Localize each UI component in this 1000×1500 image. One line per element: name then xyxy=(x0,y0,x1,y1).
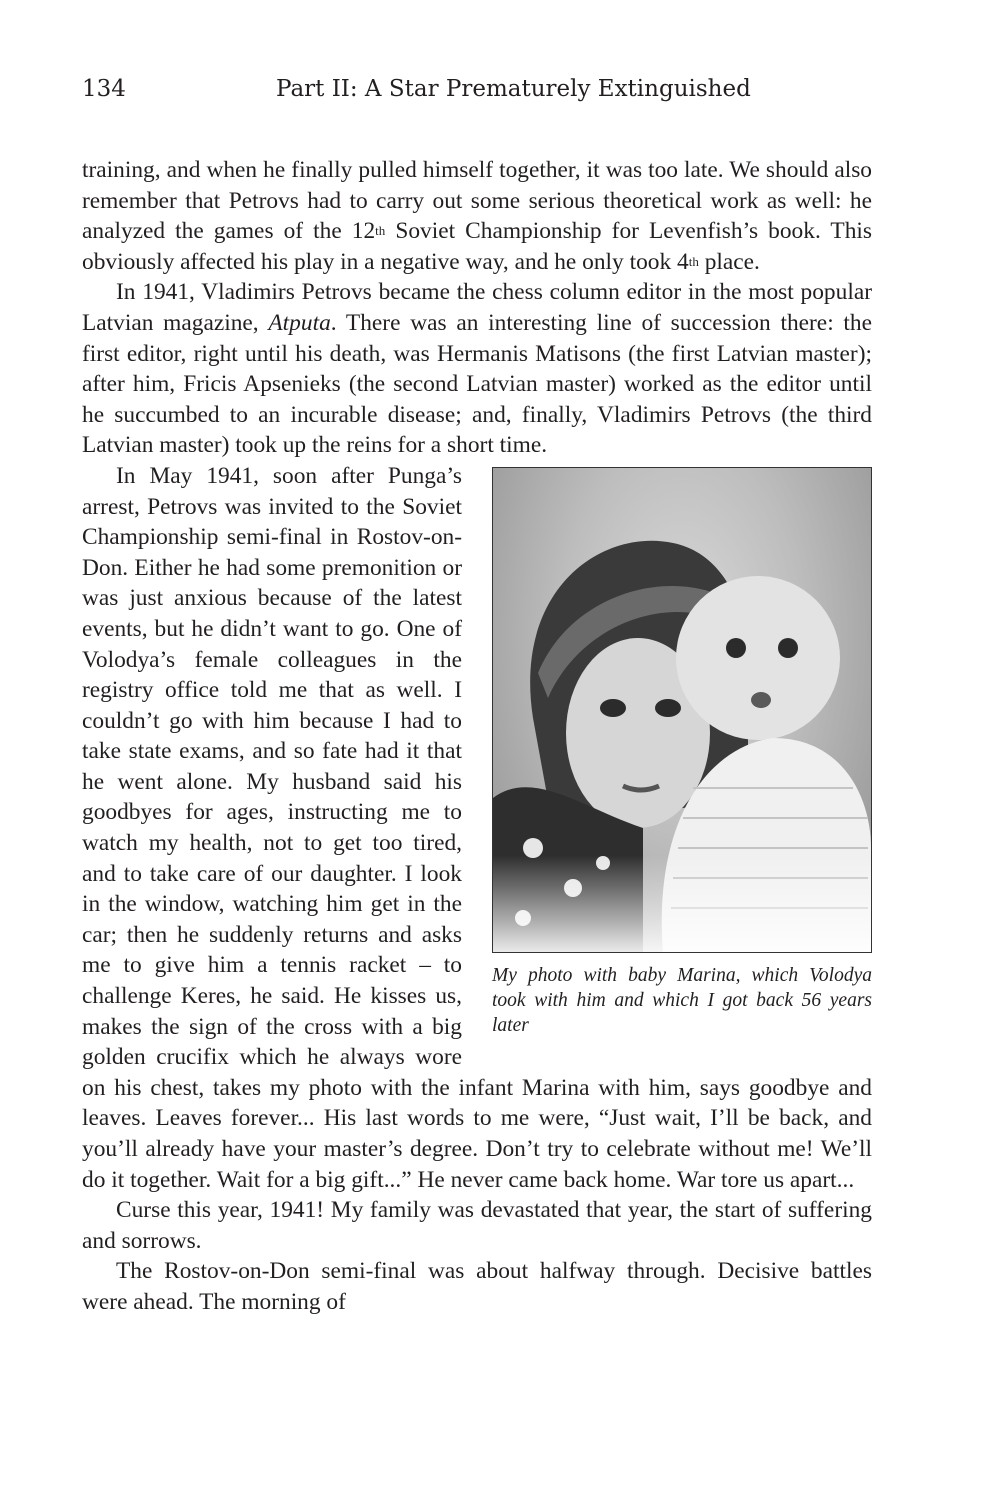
running-head: Part II: A Star Prematurely Extinguished xyxy=(276,76,751,102)
paragraph: In May 1941, soon after Punga’s arrest, Petrovs was invited to the Soviet Championship semi-final in Rostov-on-Don. Either he had some premonition or was just anxious because of the latest events, but he didn’t want to go. One of Volodya’s female colleagues in the registry office told me that as well. I couldn’t go with him because I had to take state exams, and so fate had it that he went alone. My husband said his goodbyes for ages, instructing me to watch my health, not to get too tired, and to take care of our daughter. I look in the window, watching him get in the car; then he suddenly returns and asks me to give him a tennis racket – to challenge Keres, he said. He kisses us, makes the sign of the cross with a big golden crucifix which he always wore on his chest, takes my photo with the infant Marina with him, says goodbye and leaves. Leaves forever... His last words to me were, “Just wait, I’ll be back, and you’ll already have your master’s degree. Don’t try to celebrate without me! We’ll do it together. Wait for a big gift...” He never came back home. War tore us apart... xyxy=(82,462,872,1193)
superscript: th xyxy=(688,253,699,269)
superscript: th xyxy=(375,223,386,239)
paragraph: The Rostov-on-Don semi-final was about halfway through. Decisive battles were ahead. The morning of xyxy=(82,1258,872,1315)
body-text xyxy=(82,155,872,1318)
page-number: 134 xyxy=(82,76,126,102)
magazine-title: Atputa xyxy=(268,309,331,336)
paragraph: In 1941, Vladimirs Petrovs became the chess column editor in the most popular Latvian magazine, Atputa. There was an interesting line of succession there: the first editor, right until his death, was Hermanis Matisons (the first Latvian master); after him, Fricis Apsenieks (the second Latvian master) worked as the editor until he succumbed to an incurable disease; and, finally, Vladimirs Petrovs (the third Latvian master) took up the reins for a short time. xyxy=(82,279,873,459)
figure-caption: My photo with baby Marina, which Volodya took with him and which I got back 56 years later xyxy=(492,964,872,1036)
paragraph: Curse this year, 1941! My family was devastated that year, the start of suffering and sorrows. xyxy=(82,1197,872,1254)
photo-mother-and-baby xyxy=(492,467,872,953)
paragraph: training, and when he finally pulled himself together, it was too late. We should also remember that Petrovs had to carry out some serious theoretical work as well: he analyzed the games of the 12th Soviet Championship for Levenfish’s book. This obviously affected his play in a negative way, and he only took 4th place. xyxy=(82,157,872,275)
figure xyxy=(492,467,872,1038)
